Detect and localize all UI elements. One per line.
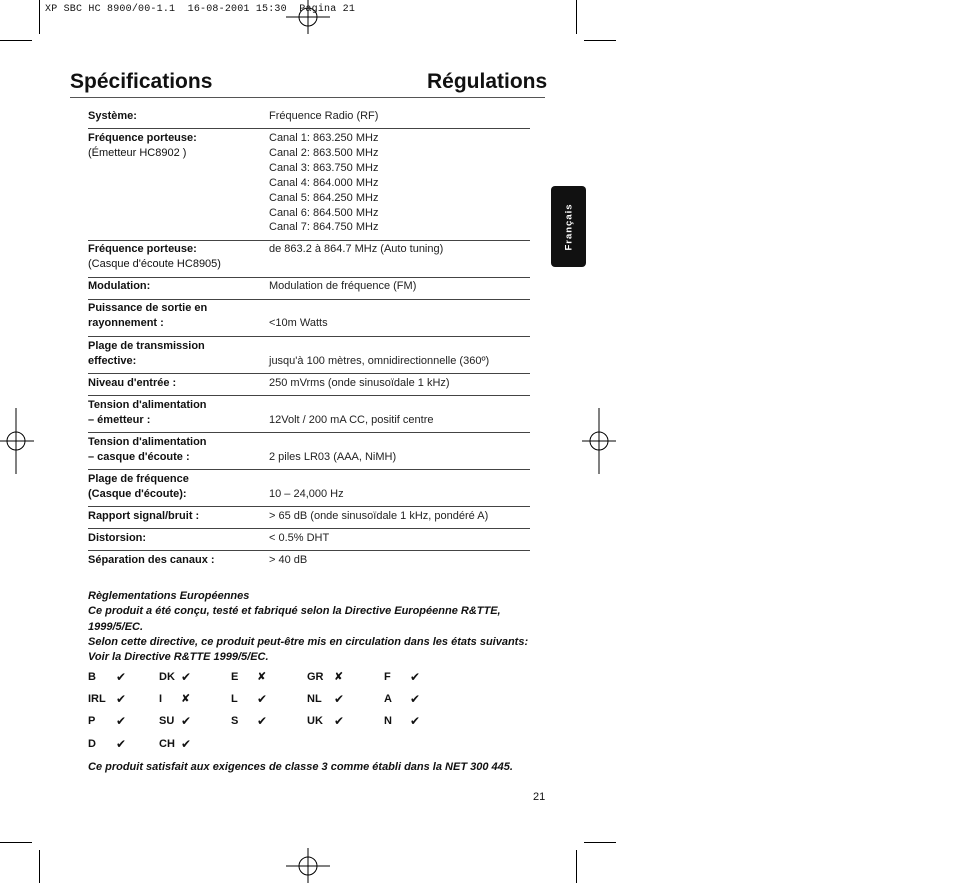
country-code: F: [384, 671, 391, 683]
registration-mark-top: [286, 0, 330, 34]
regulations-line-1: Ce produit a été conçu, testé et fabriqué selon la Directive Européenne R&TTE,: [88, 605, 501, 618]
spec-row-divider: [88, 469, 530, 470]
country-code: A: [384, 693, 392, 705]
spec-value: [269, 301, 529, 331]
spec-value-line: Canal 4: 864.000 MHz: [269, 176, 379, 189]
cross-mark-icon: ✘: [334, 671, 344, 683]
spec-label: [88, 339, 268, 369]
spec-row-divider: [88, 528, 530, 529]
spec-value-line: Canal 7: 864.750 MHz: [269, 221, 379, 234]
spec-value-line: [269, 301, 529, 316]
spec-label: [88, 109, 268, 124]
spec-label-line: – casque d'écoute :: [88, 451, 190, 463]
spec-value: [269, 279, 529, 294]
check-mark-icon: ✔: [257, 692, 268, 706]
spec-value-line: Canal 1: 863.250 MHz: [269, 132, 379, 144]
country-code: P: [88, 715, 96, 727]
regulations-line-3: Selon cette directive, ce produit peut-être mis en circulation dans les états suivants:: [88, 635, 529, 648]
spec-value-line: 10 – 24,000 Hz: [269, 487, 344, 500]
language-tab-label: Français: [563, 202, 574, 251]
check-mark-icon: ✔: [116, 714, 127, 728]
spec-value: [269, 472, 529, 502]
spec-value-line: Canal 6: 864.500 MHz: [269, 206, 379, 219]
spec-label-line: Modulation:: [88, 280, 151, 292]
spec-row-divider: [88, 299, 530, 300]
regulations-line-4: Voir la Directive R&TTE 1999/5/EC.: [88, 651, 269, 664]
spec-value: [269, 376, 529, 391]
country-code: SU: [159, 715, 175, 727]
spec-row-divider: [88, 373, 530, 374]
registration-mark-right: [582, 408, 616, 474]
spec-label-line: Tension d'alimentation: [88, 436, 207, 448]
country-code: E: [231, 671, 239, 683]
spec-value-line: Modulation de fréquence (FM): [269, 280, 417, 292]
spec-value-line: 2 piles LR03 (AAA, NiMH): [269, 450, 397, 463]
check-mark-icon: ✔: [181, 670, 192, 684]
spec-value: [269, 531, 529, 546]
page-title-specifications: Spécifications: [70, 70, 213, 93]
spec-value-line: [269, 435, 529, 450]
spec-label-line: Puissance de sortie en: [88, 302, 208, 314]
spec-label: [88, 242, 268, 272]
spec-label-line: (Casque d'écoute HC8905): [88, 258, 221, 270]
spec-label-line: rayonnement :: [88, 317, 164, 329]
spec-label-line: Rapport signal/bruit :: [88, 510, 200, 522]
spec-value: [269, 131, 529, 235]
spec-value-line: <10m Watts: [269, 316, 328, 329]
spec-label-line: Système:: [88, 110, 137, 122]
spec-label: [88, 509, 268, 524]
spec-value-line: jusqu'à 100 mètres, omnidirectionnelle (360º): [269, 354, 490, 367]
check-mark-icon: ✔: [181, 737, 192, 751]
country-code: D: [88, 738, 96, 750]
spec-row-divider: [88, 550, 530, 551]
country-code: GR: [307, 671, 324, 683]
regulations-line-2: 1999/5/EC.: [88, 620, 144, 633]
spec-row-divider: [88, 395, 530, 396]
country-code: DK: [159, 671, 175, 683]
spec-label: [88, 435, 268, 465]
spec-label: [88, 301, 268, 331]
check-mark-icon: ✔: [181, 714, 192, 728]
spec-label: [88, 279, 268, 294]
spec-label-line: Fréquence porteuse:: [88, 243, 197, 255]
check-mark-icon: ✔: [410, 692, 421, 706]
spec-value-line: > 40 dB: [269, 554, 308, 566]
country-code: CH: [159, 738, 175, 750]
country-code: S: [231, 715, 239, 727]
spec-label: [88, 531, 268, 546]
registration-mark-left: [0, 408, 34, 474]
spec-label: [88, 398, 268, 428]
spec-value: [269, 553, 529, 568]
spec-value-line: [269, 398, 529, 413]
country-code: UK: [307, 715, 323, 727]
spec-label: [88, 472, 268, 502]
page-title-regulations: Régulations: [427, 70, 548, 93]
cross-mark-icon: ✘: [181, 693, 191, 705]
spec-label-line: (Émetteur HC8902 ): [88, 147, 187, 159]
spec-label-line: Séparation des canaux :: [88, 554, 215, 566]
spec-row-divider: [88, 277, 530, 278]
spec-value-line: Fréquence Radio (RF): [269, 110, 379, 122]
spec-value: [269, 109, 529, 124]
spec-row-divider: [88, 336, 530, 337]
spec-label-line: Tension d'alimentation: [88, 399, 207, 411]
spec-label-line: – émetteur :: [88, 414, 151, 426]
page-number: 21: [533, 791, 546, 803]
spec-value-line: [269, 472, 529, 487]
spec-value: [269, 435, 529, 465]
spec-value-line: 250 mVrms (onde sinusoïdale 1 kHz): [269, 377, 450, 389]
check-mark-icon: ✔: [334, 692, 345, 706]
spec-label-line: (Casque d'écoute):: [88, 488, 187, 500]
check-mark-icon: ✔: [116, 737, 127, 751]
country-code: L: [231, 693, 238, 705]
title-divider: [70, 97, 545, 98]
regulations-heading: Règlementations Européennes: [88, 590, 250, 602]
spec-value: [269, 339, 529, 369]
spec-label: [88, 131, 268, 161]
spec-value-line: < 0.5% DHT: [269, 532, 330, 544]
print-header: XP SBC HC 8900/00-1.1 16-08-2001 15:30 Pagina 21: [45, 4, 356, 15]
spec-label: [88, 553, 268, 568]
spec-value-line: Canal 5: 864.250 MHz: [269, 191, 379, 204]
compliance-note: Ce produit satisfait aux exigences de classe 3 comme établi dans la NET 300 445.: [88, 761, 513, 773]
spec-row-divider: [88, 128, 530, 129]
spec-value-line: [269, 339, 529, 354]
regulations-text: [88, 589, 538, 665]
cross-mark-icon: ✘: [257, 671, 267, 683]
spec-label: [88, 376, 268, 391]
check-mark-icon: ✔: [257, 714, 268, 728]
spec-label-line: Distorsion:: [88, 532, 147, 544]
spec-label-line: Plage de transmission: [88, 340, 205, 352]
country-code: I: [159, 693, 163, 705]
spec-value: [269, 242, 529, 257]
spec-label-line: effective:: [88, 355, 137, 367]
spec-row-divider: [88, 432, 530, 433]
spec-value-line: Canal 2: 863.500 MHz: [269, 146, 379, 159]
country-code: NL: [307, 693, 322, 705]
country-code: N: [384, 715, 392, 727]
spec-value-line: 12Volt / 200 mA CC, positif centre: [269, 413, 434, 426]
spec-value: [269, 509, 529, 524]
language-tab: [551, 186, 586, 267]
check-mark-icon: ✔: [334, 714, 345, 728]
country-code: IRL: [88, 693, 106, 705]
spec-row-divider: [88, 240, 530, 241]
spec-value-line: Canal 3: 863.750 MHz: [269, 161, 379, 174]
spec-label-line: Niveau d'entrée :: [88, 377, 177, 389]
check-mark-icon: ✔: [116, 670, 127, 684]
spec-value-line: > 65 dB (onde sinusoïdale 1 kHz, pondéré A): [269, 510, 489, 522]
spec-row-divider: [88, 506, 530, 507]
spec-value-line: de 863.2 à 864.7 MHz (Auto tuning): [269, 243, 444, 255]
spec-label-line: Plage de fréquence: [88, 473, 189, 485]
registration-mark-bottom: [286, 848, 330, 883]
spec-value: [269, 398, 529, 428]
check-mark-icon: ✔: [410, 714, 421, 728]
spec-label-line: Fréquence porteuse:: [88, 132, 197, 144]
check-mark-icon: ✔: [116, 692, 127, 706]
check-mark-icon: ✔: [410, 670, 421, 684]
country-code: B: [88, 671, 96, 683]
